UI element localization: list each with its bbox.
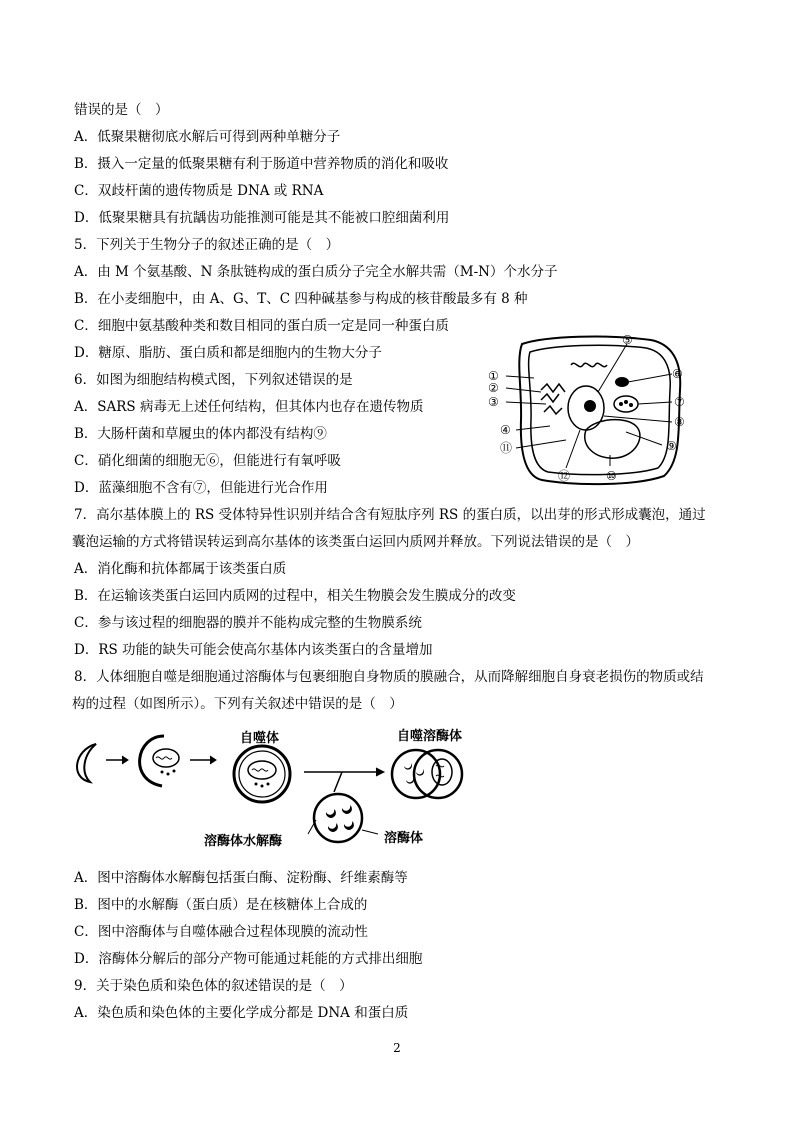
nucleolus (584, 400, 596, 412)
q7-stem-line2: 囊泡运输的方式将错误转运到高尔基体的该类蛋白运回内质网并释放。下列说法错误的是（ ） (72, 534, 639, 550)
q9-option-a: A．染色质和染色体的主要化学成分都是 DNA 和蛋白质 (74, 1005, 409, 1021)
label-7: ⑦ (674, 395, 685, 409)
q8-stem-line1: 8．人体细胞自噬是细胞通过溶酶体与包裹细胞自身物质的膜融合，从而降解细胞自身衰老损伤的物质或结 (74, 669, 704, 685)
autophagosome (234, 746, 290, 802)
golgi-apparatus (541, 384, 565, 414)
q4-option-c: C．双歧杆菌的遗传物质是 DNA 或 RNA (74, 183, 324, 199)
label-1: ① (488, 369, 499, 383)
mitochondrion (615, 377, 629, 387)
label-2: ② (488, 381, 499, 395)
q8-stem-line2: 构的过程（如图所示）。下列有关叙述中错误的是（ ） (72, 696, 403, 712)
q7-option-c: C．参与该过程的细胞器的膜并不能构成完整的生物膜系统 (74, 615, 422, 631)
q6-option-c: C．硝化细菌的细胞无⑥，但能进行有氧呼吸 (74, 453, 341, 469)
q4-option-b: B．摄入一定量的低聚果糖有利于肠道中营养物质的消化和吸收 (74, 156, 449, 172)
q4-option-d: D．低聚果糖具有抗龋齿功能推测可能是其不能被口腔细菌利用 (74, 210, 450, 226)
mitochondrion-cargo (153, 749, 179, 767)
label-autophagosome: 自噬体 (240, 731, 280, 746)
label-9: ⑨ (666, 439, 677, 453)
label-6: ⑥ (672, 367, 683, 381)
engulfing-membrane (140, 736, 164, 786)
q9-stem: 9．关于染色质和染色体的叙述错误的是（ ） (74, 978, 353, 994)
q5-option-a: A．由 M 个氨基酸、N 条肽链构成的蛋白质分子完全水解共需（M-N）个水分子 (74, 264, 558, 280)
label-lysosome: 溶酶体 (384, 831, 424, 846)
q8-option-a: A．图中溶酶体水解酶包括蛋白酶、淀粉酶、纤维素酶等 (74, 870, 408, 886)
q8-option-b: B．图中的水解酶（蛋白质）是在核糖体上合成的 (74, 897, 368, 913)
q5-option-b: B．在小麦细胞中，由 A、G、T、C 四种碱基参与构成的核苷酸最多有 8 种 (74, 291, 528, 307)
label-3: ③ (488, 395, 499, 409)
q8-option-c: C．图中溶酶体与自噬体融合过程体现膜的流动性 (74, 924, 368, 940)
lysosome (314, 794, 362, 842)
q7-option-b: B．在运输该类蛋白运回内质网的过程中，相关生物膜会发生膜成分的改变 (74, 588, 516, 604)
label-5: ⑤ (622, 333, 633, 347)
q5-stem: 5．下列关于生物分子的叙述正确的是（ ） (74, 237, 340, 253)
q6-option-d: D．蓝藻细胞不含有⑦，但能进行光合作用 (74, 480, 328, 496)
label-12: ⑫ (558, 469, 571, 483)
q6-option-b: B．大肠杆菌和草履虫的体内都没有结构⑨ (74, 426, 327, 442)
endoplasmic-reticulum (571, 363, 607, 366)
label-8: ⑧ (674, 415, 685, 429)
cell-wall-outer (519, 337, 680, 485)
q7-option-a: A．消化酶和抗体都属于该类蛋白质 (74, 561, 287, 577)
label-lysosomal-hydrolase: 溶酶体水解酶 (204, 834, 283, 849)
label-10: ⑩ (606, 469, 617, 483)
q5-option-c: C．细胞中氨基酸种类和数目相同的蛋白质一定是同一种蛋白质 (74, 318, 449, 334)
cell-structure-diagram (486, 330, 700, 490)
q5-option-d: D．糖原、脂肪、蛋白质和都是细胞内的生物大分子 (74, 345, 382, 361)
label-11: ⑪ (500, 441, 513, 455)
page-number: 2 (393, 1041, 401, 1055)
label-autolysosome: 自噬溶酶体 (397, 729, 463, 744)
q7-stem-line1: 7．高尔基体膜上的 RS 受体特异性识别并结合含有短肽序列 RS 的蛋白质，以出芽的形式形成囊泡，通过 (74, 507, 706, 523)
q6-stem: 6．如图为细胞结构模式图，下列叙述错误的是 (74, 372, 353, 388)
isolation-membrane (77, 744, 96, 782)
q7-option-d: D．RS 功能的缺失可能会使高尔基体内该类蛋白的含量增加 (74, 642, 433, 658)
label-4: ④ (500, 423, 511, 437)
q4-stem-cont: 错误的是（ ） (74, 102, 169, 118)
q4-option-a: A．低聚果糖彻底水解后可得到两种单糖分子 (74, 129, 341, 145)
vacuole (585, 420, 640, 459)
q6-option-a: A．SARS 病毒无上述任何结构，但其体内也存在遗传物质 (74, 399, 424, 415)
q8-option-d: D．溶酶体分解后的部分产物可能通过耗能的方式排出细胞 (74, 951, 423, 967)
